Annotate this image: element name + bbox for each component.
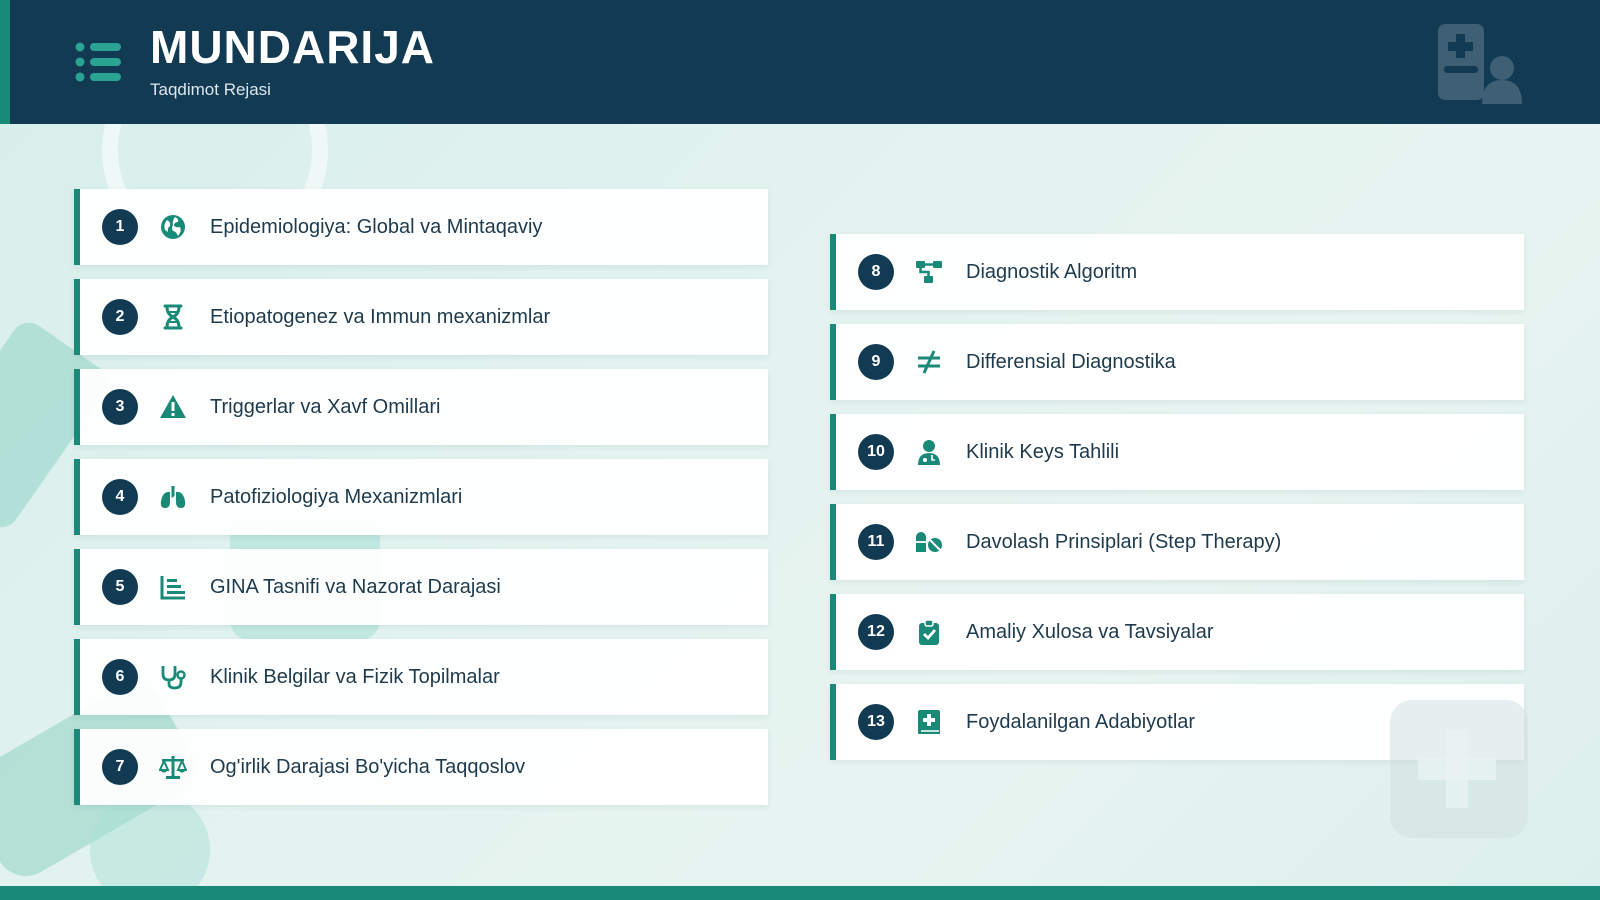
globe-icon — [158, 212, 188, 242]
item-label: Og'irlik Darajasi Bo'yicha Taqqoslov — [210, 756, 526, 778]
toc-left-column — [74, 189, 768, 819]
item-label: Davolash Prinsiplari (Step Therapy) — [966, 531, 1282, 553]
list-icon — [75, 42, 121, 82]
footer-bar — [0, 886, 1600, 900]
item-label: Klinik Belgilar va Fizik Topilmalar — [210, 666, 500, 688]
bar-chart-icon — [158, 572, 188, 602]
item-number-badge: 7 — [102, 749, 138, 785]
header-accent-strip — [0, 0, 10, 124]
page-subtitle: Taqdimot Rejasi — [150, 80, 271, 99]
toc-item-12[interactable] — [830, 594, 1524, 670]
item-label: Etiopatogenez va Immun mexanizmlar — [210, 306, 551, 328]
not-equal-icon — [914, 347, 944, 377]
toc-item-8[interactable] — [830, 234, 1524, 310]
item-label: Differensial Diagnostika — [966, 351, 1176, 373]
toc-right-column — [830, 234, 1524, 774]
item-number-badge: 6 — [102, 659, 138, 695]
doctor-icon — [914, 437, 944, 467]
warning-icon — [158, 392, 188, 422]
item-number-badge: 13 — [858, 704, 894, 740]
item-label: Diagnostik Algoritm — [966, 261, 1138, 283]
item-number-badge: 5 — [102, 569, 138, 605]
dna-icon — [158, 302, 188, 332]
item-number-badge: 1 — [102, 209, 138, 245]
toc-item-1[interactable] — [74, 189, 768, 265]
stethoscope-icon — [158, 662, 188, 692]
item-number-badge: 8 — [858, 254, 894, 290]
book-medical-icon — [914, 707, 944, 737]
toc-item-3[interactable] — [74, 369, 768, 445]
toc-item-2[interactable] — [74, 279, 768, 355]
scale-icon — [158, 752, 188, 782]
item-number-badge: 12 — [858, 614, 894, 650]
item-number-badge: 9 — [858, 344, 894, 380]
toc-item-7[interactable] — [74, 729, 768, 805]
flowchart-icon — [914, 257, 944, 287]
item-number-badge: 4 — [102, 479, 138, 515]
toc-item-5[interactable] — [74, 549, 768, 625]
pills-icon — [914, 527, 944, 557]
medical-staff-icon — [1438, 22, 1528, 104]
page-title: MUNDARIJA — [150, 21, 435, 73]
item-label: Triggerlar va Xavf Omillari — [210, 396, 441, 418]
item-number-badge: 3 — [102, 389, 138, 425]
toc-item-11[interactable] — [830, 504, 1524, 580]
item-label: Patofiziologiya Mexanizmlari — [210, 486, 463, 508]
item-label: Amaliy Xulosa va Tavsiyalar — [966, 621, 1214, 643]
toc-item-6[interactable] — [74, 639, 768, 715]
item-number-badge: 11 — [858, 524, 894, 560]
item-number-badge: 10 — [858, 434, 894, 470]
header-bar — [0, 0, 1600, 124]
item-label: GINA Tasnifi va Nazorat Darajasi — [210, 576, 501, 598]
item-label: Foydalanilgan Adabiyotlar — [966, 711, 1196, 733]
toc-item-4[interactable] — [74, 459, 768, 535]
clipboard-check-icon — [914, 617, 944, 647]
toc-item-9[interactable] — [830, 324, 1524, 400]
item-number-badge: 2 — [102, 299, 138, 335]
lungs-icon — [158, 482, 188, 512]
item-label: Epidemiologiya: Global va Mintaqaviy — [210, 216, 543, 238]
item-label: Klinik Keys Tahlili — [966, 441, 1120, 463]
toc-item-10[interactable] — [830, 414, 1524, 490]
medical-watermark-icon — [1388, 698, 1544, 854]
